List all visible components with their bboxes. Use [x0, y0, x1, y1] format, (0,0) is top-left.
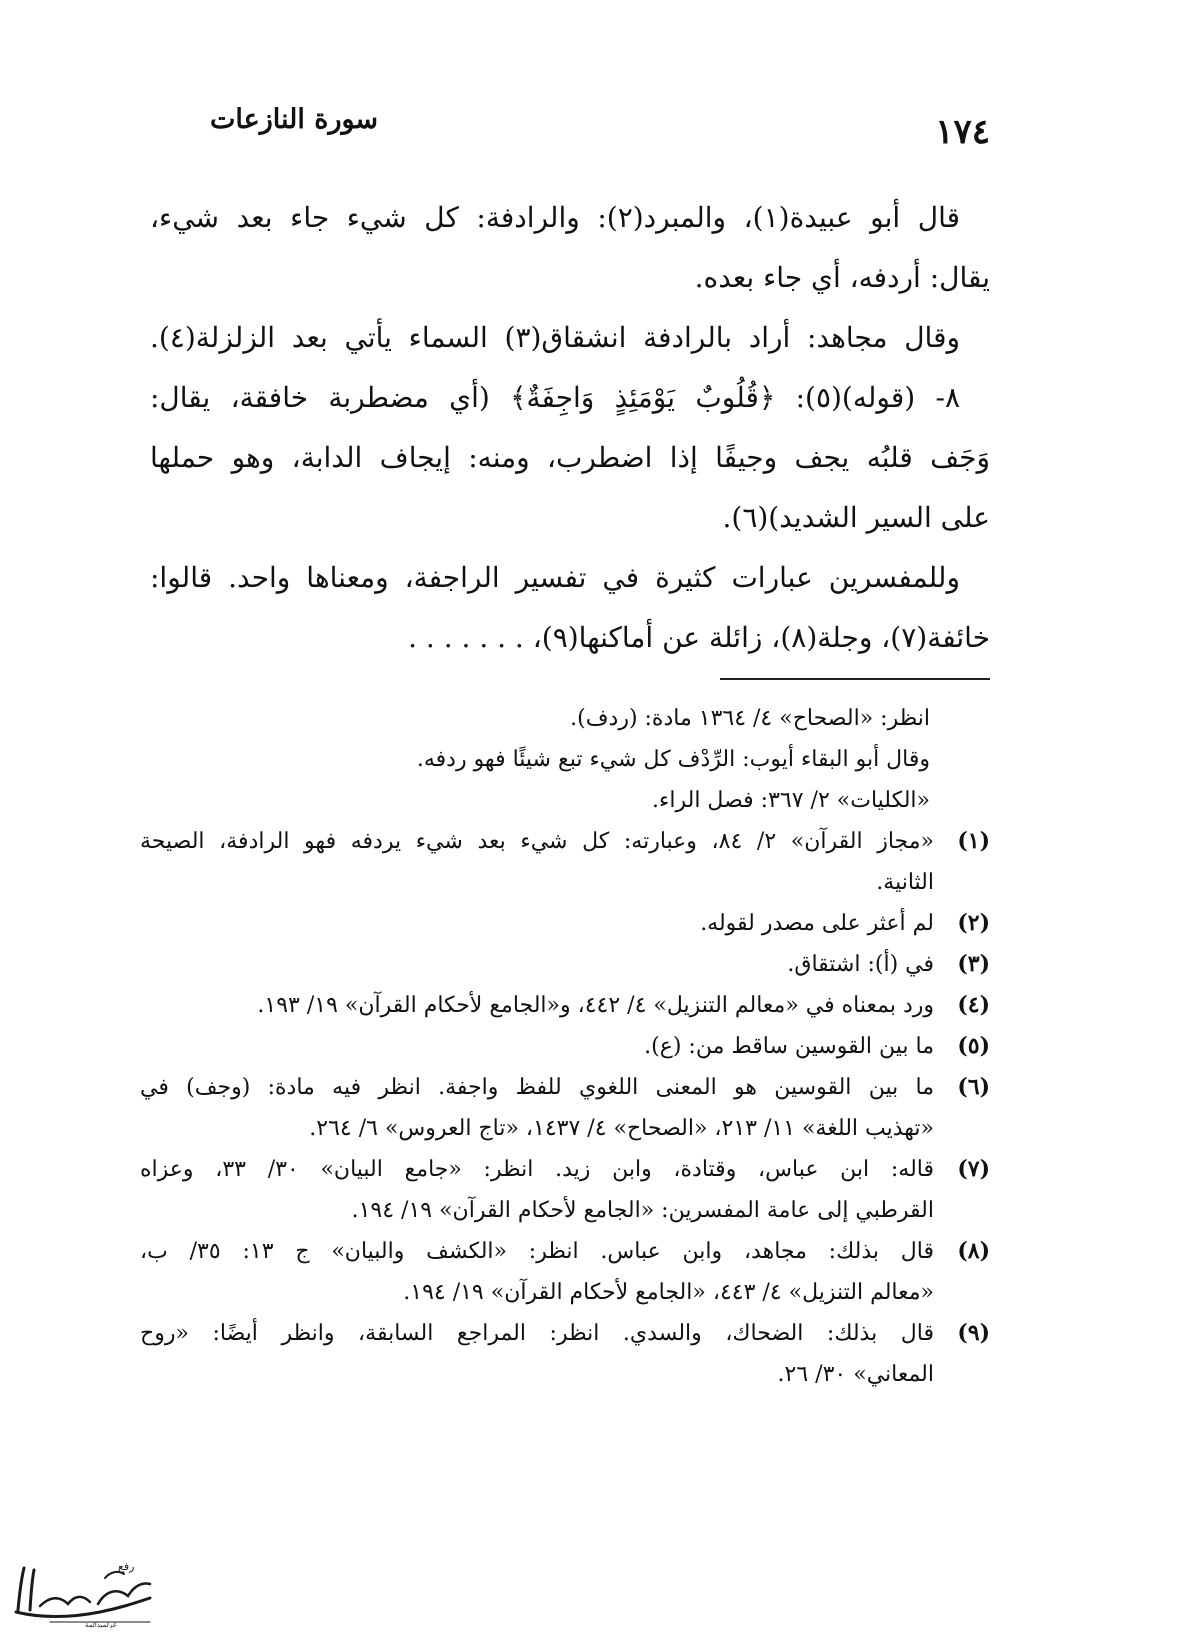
footnote-body: [140, 1149, 934, 1231]
footnote: [140, 1149, 990, 1231]
publisher-logo: [10, 1548, 160, 1628]
footnote-number: (٩): [957, 1320, 990, 1346]
footnote-line: القرطبي إلى عامة المفسرين: «الجامع لأحكام القرآن» ١٩/ ١٩٤.: [351, 1198, 934, 1223]
text-line: قال أبو عبيدة(١)، والمبرد(٢): والرادفة: كل شيء جاء بعد شيء،: [150, 201, 961, 234]
footnote-line: ورد بمعناه في «معالم التنزيل» ٤/ ٤٤٢، و«الجامع لأحكام القرآن» ١٩/ ١٩٣.: [257, 993, 934, 1018]
footnote-number: (٧): [957, 1156, 990, 1182]
footnotes: [140, 698, 990, 1395]
footnote-body: [140, 1026, 934, 1067]
footnote-body: [140, 821, 934, 903]
footnote-line: قاله: ابن عباس، وقتادة، وابن زيد. انظر: «جامع البيان» ٣٠/ ٣٣، وعزاه: [140, 1157, 934, 1182]
footnote: [140, 985, 990, 1026]
footnote-continuation-line: «الكليات» ٢/ ٣٦٧: فصل الراء.: [652, 788, 930, 813]
footnote-number: (٣): [957, 951, 990, 977]
page-header: [150, 100, 990, 150]
footnote-body: [140, 903, 934, 944]
footnote-line: «معالم التنزيل» ٤/ ٤٤٣، «الجامع لأحكام القرآن» ١٩/ ١٩٤.: [403, 1280, 934, 1305]
footnote: [140, 944, 990, 985]
footnote-number: (٨): [957, 1238, 990, 1264]
text-line: وَجَف قلبُه يجف وجيفًا إذا اضطرب، ومنه: إيجاف الدابة، وهو حملها: [150, 441, 990, 474]
footnote-line: في (أ): اشتقاق.: [787, 952, 934, 977]
footnote-body: [140, 1231, 934, 1313]
text-line: وقال مجاهد: أراد بالرادفة انشقاق(٣) السماء يأتي بعد الزلزلة(٤).: [150, 321, 960, 354]
footnote-body: [140, 1067, 934, 1149]
text-line: ٨- (قوله)(٥): ﴿قُلُوبٌ يَوْمَئِذٍ وَاجِفَةٌ﴾ (أي مضطربة خافقة، يقال:: [150, 381, 960, 414]
footnote-line: المعاني» ٣٠/ ٢٦.: [777, 1362, 934, 1387]
logo-small-text: رفع: [118, 1560, 135, 1573]
footnote-line: ما بين القوسين هو المعنى اللغوي للفظ واجفة. انظر فيه مادة: (وجف) في: [140, 1075, 934, 1100]
footnote-continuation-line: وقال أبو البقاء أيوب: الرِّدْف كل شيء تبع شيئًا فهو ردفه.: [416, 747, 930, 772]
main-text: [150, 188, 990, 668]
footnote: [140, 903, 990, 944]
footnote-line: «تهذيب اللغة» ١١/ ٢١٣، «الصحاح» ٤/ ١٤٣٧، «تاج العروس» ٦/ ٢٦٤.: [309, 1116, 934, 1141]
footnote-body: [140, 1313, 934, 1395]
footnote: [140, 1231, 990, 1313]
footnote-line: قال بذلك: الضحاك، والسدي. انظر: المراجع السابقة، وانظر أيضًا: «روح: [140, 1321, 934, 1346]
footnote-body: [140, 944, 934, 985]
footnote-body: [140, 985, 934, 1026]
footnote-line: لم أعثر على مصدر لقوله.: [700, 911, 934, 936]
footnote-line: ما بين القوسين ساقط من: (ع).: [644, 1034, 934, 1059]
text-line: على السير الشديد)(٦).: [722, 501, 990, 534]
footnote-number: (٢): [957, 910, 990, 936]
logo-tagline: غرلمبدالمة: [85, 1621, 117, 1628]
footnote: [140, 821, 990, 903]
text-line: خائفة(٧)، وجلة(٨)، زائلة عن أماكنها(٩)، . . . . . . .: [408, 621, 990, 654]
footnote: [140, 1067, 990, 1149]
footnote-continuation-line: انظر: «الصحاح» ٤/ ١٣٦٤ مادة: (ردف).: [570, 706, 930, 731]
text-line: يقال: أردفه، أي جاء بعده.: [694, 261, 990, 294]
surah-title: سورة النازعات: [210, 104, 379, 135]
footnote-number: (٤): [957, 992, 990, 1018]
footnote: [140, 1026, 990, 1067]
footnote-number: (٦): [957, 1074, 990, 1100]
page-number: ١٧٤: [935, 112, 990, 152]
text-line: وللمفسرين عبارات كثيرة في تفسير الراجفة، ومعناها واحد. قالوا:: [150, 561, 960, 594]
footnote-number: (٥): [957, 1033, 990, 1059]
footnote: [140, 1313, 990, 1395]
footnote-separator: [720, 678, 990, 680]
footnote-line: قال بذلك: مجاهد، وابن عباس. انظر: «الكشف والبيان» ج ١٣: ٣٥/ ب،: [140, 1239, 935, 1264]
footnote-line: الثانية.: [876, 870, 934, 895]
footnote-number: (١): [957, 828, 990, 854]
footnote-line: «مجاز القرآن» ٢/ ٨٤، وعبارته: كل شيء بعد شيء يردفه فهو الرادفة، الصيحة: [140, 829, 934, 854]
